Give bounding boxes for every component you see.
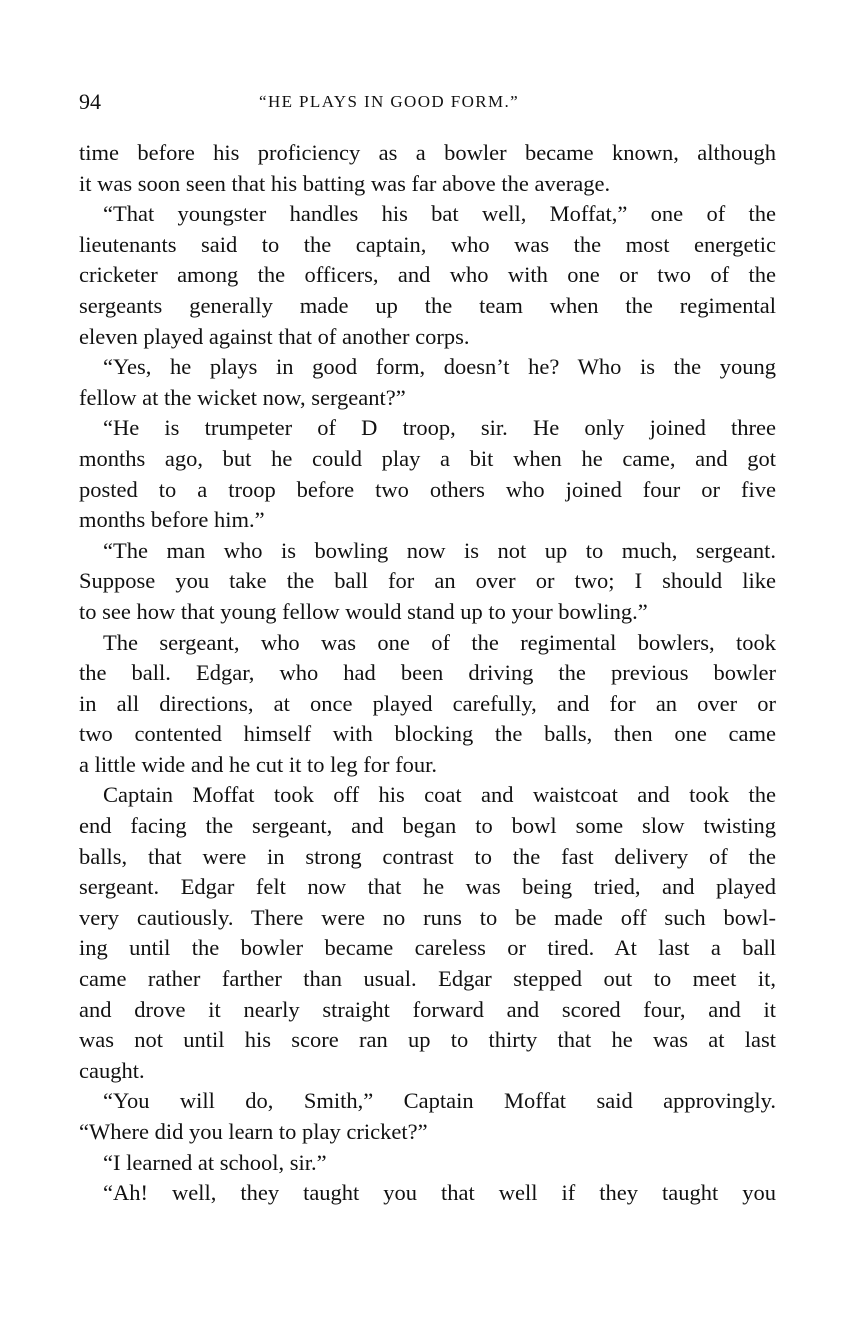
text-line: it was soon seen that his batting was far above the average. — [79, 170, 611, 196]
text-line: time before his proficiency as a bowler became known, although — [79, 140, 776, 165]
text-line: “That youngster handles his bat well, Moffat,” one of the — [103, 201, 776, 227]
text-line: months ago, but he could play a bit when he came, and got — [79, 445, 776, 471]
text-line: “The man who is bowling now is not up to much, sergeant. — [103, 537, 776, 563]
text-line: came rather farther than usual. Edgar stepped out to meet it, — [79, 966, 776, 992]
text-line: two contented himself with blocking the balls, then one came — [79, 721, 776, 747]
page-number: 94 — [79, 89, 101, 114]
text-line: lieutenants said to the captain, who was the most energetic — [79, 231, 776, 257]
text-line: “Yes, he plays in good form, doesn’t he? Who is the young — [103, 354, 776, 380]
text-line: “Where did you learn to play cricket?” — [79, 1119, 428, 1144]
text-line: sergeant. Edgar felt now that he was being tried, and played — [79, 874, 776, 900]
text-line: cricketer among the officers, and who with one or two of the — [79, 262, 776, 288]
running-title: “HE PLAYS IN GOOD FORM.” — [259, 92, 520, 111]
text-line: and drove it nearly straight forward and scored four, and it — [79, 996, 776, 1022]
text-line: “You will do, Smith,” Captain Moffat said approvingly. — [103, 1088, 776, 1114]
text-line: ing until the bowler became careless or tired. At last a ball — [79, 935, 776, 961]
text-line: posted to a troop before two others who joined four or five — [79, 476, 776, 502]
text-line: sergeants generally made up the team when the regimental — [79, 292, 776, 318]
text-line: “I learned at school, sir.” — [103, 1149, 327, 1175]
text-line: months before him.” — [79, 507, 265, 533]
text-line: the ball. Edgar, who had been driving the previous bowler — [79, 660, 776, 686]
running-head — [79, 86, 776, 118]
body-text — [79, 138, 776, 1209]
text-line: “He is trumpeter of D troop, sir. He only joined three — [103, 415, 776, 441]
text-line: very cautiously. There were no runs to be made off such bowl- — [79, 904, 776, 930]
text-line: Captain Moffat took off his coat and waistcoat and took the — [103, 782, 776, 808]
text-line: in all directions, at once played carefully, and for an over or — [79, 690, 776, 716]
text-line: caught. — [79, 1057, 145, 1083]
text-line: “Ah! well, they taught you that well if they taught you — [103, 1180, 776, 1206]
text-line: was not until his score ran up to thirty that he was at last — [79, 1027, 776, 1053]
text-line: balls, that were in strong contrast to the fast delivery of the — [79, 843, 776, 869]
text-line: to see how that young fellow would stand up to your bowling.” — [79, 598, 648, 624]
text-line: Suppose you take the ball for an over or two; I should like — [79, 568, 776, 594]
text-line: a little wide and he cut it to leg for four. — [79, 751, 438, 777]
text-line: eleven played against that of another corps. — [79, 323, 470, 349]
text-line: end facing the sergeant, and began to bowl some slow twisting — [79, 813, 776, 839]
text-line: fellow at the wicket now, sergeant?” — [79, 384, 406, 410]
text-line: The sergeant, who was one of the regimental bowlers, took — [103, 629, 776, 655]
